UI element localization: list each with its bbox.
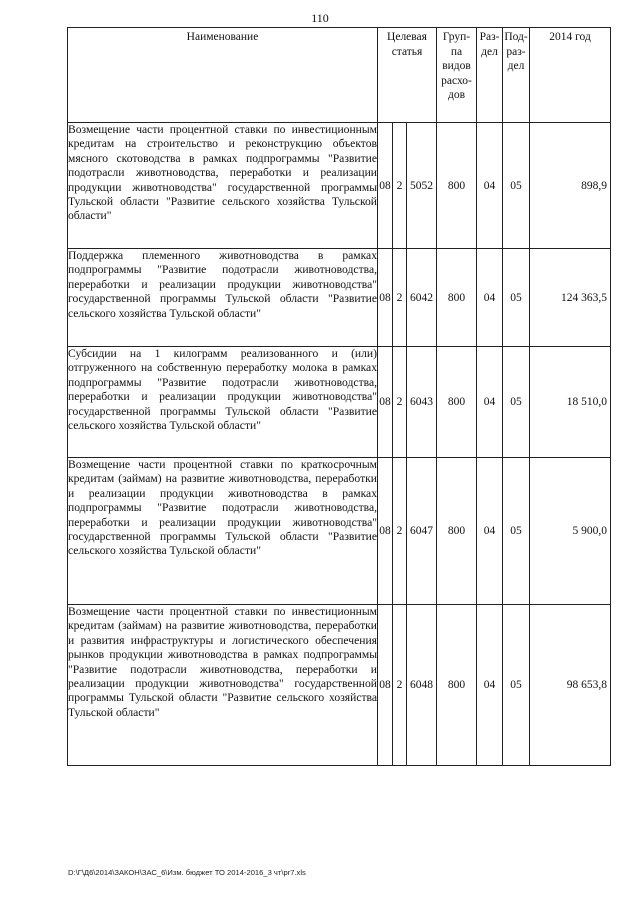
table-row	[68, 458, 611, 605]
row-name: Субсидии на 1 килограмм реализованного и (или) отгруженного на собственную переработку молока в рамках подпрограммы "Развитие подотрасли животноводства, переработки и реализации продукции животноводства" государственной программы Тульской области "Развитие сельского хозяйства Тульской области"	[68, 347, 378, 458]
row-code-item: 6047	[407, 458, 437, 605]
row-expense-group: 800	[437, 249, 477, 347]
row-section: 04	[477, 249, 503, 347]
row-code-program: 08	[378, 605, 393, 766]
row-subsection: 05	[503, 249, 530, 347]
header-target-item: Целевая статья	[378, 28, 437, 123]
row-code-subprogram: 2	[393, 123, 407, 249]
table-row	[68, 123, 611, 249]
row-subsection: 05	[503, 605, 530, 766]
row-subsection: 05	[503, 123, 530, 249]
row-subsection: 05	[503, 458, 530, 605]
row-section: 04	[477, 605, 503, 766]
row-code-subprogram: 2	[393, 605, 407, 766]
row-code-subprogram: 2	[393, 249, 407, 347]
header-name: Наименование	[68, 28, 378, 123]
row-expense-group: 800	[437, 347, 477, 458]
row-expense-group: 800	[437, 605, 477, 766]
row-code-program: 08	[378, 458, 393, 605]
header-subsection: Под- раз- дел	[503, 28, 530, 123]
row-subsection: 05	[503, 347, 530, 458]
row-expense-group: 800	[437, 458, 477, 605]
row-code-item: 5052	[407, 123, 437, 249]
row-amount: 898,9	[530, 123, 611, 249]
row-code-subprogram: 2	[393, 347, 407, 458]
table-row	[68, 249, 611, 347]
header-expense-group: Груп- па видов расхо- дов	[437, 28, 477, 123]
row-expense-group: 800	[437, 123, 477, 249]
table-row	[68, 347, 611, 458]
file-path-footer: D:\Г\Д6\2014\ЗАКОН\ЗАС_6\Изм. бюджет ТО 2014-2016_3 чт\pr7.xls	[68, 868, 306, 877]
header-year-2014: 2014 год	[530, 28, 611, 123]
row-amount: 124 363,5	[530, 249, 611, 347]
row-section: 04	[477, 347, 503, 458]
budget-table	[67, 27, 611, 766]
row-code-program: 08	[378, 123, 393, 249]
row-code-item: 6042	[407, 249, 437, 347]
row-name: Возмещение части процентной ставки по краткосрочным кредитам (займам) на развитие животноводства, переработки и реализации продукции животноводства в рамках подпрограммы "Развитие подотрасли животноводства, переработки и реализации продукции животноводства" государственной программы Тульской области "Развитие сельского хозяйства Тульской области"	[68, 458, 378, 605]
row-code-subprogram: 2	[393, 458, 407, 605]
row-code-program: 08	[378, 249, 393, 347]
row-amount: 18 510,0	[530, 347, 611, 458]
row-section: 04	[477, 458, 503, 605]
table-row	[68, 605, 611, 766]
row-name: Возмещение части процентной ставки по инвестиционным кредитам (займам) на развитие животноводства, переработки и развития инфраструктуры и логистического обеспечения рынков продукции животноводства в рамках подпрограммы "Развитие подотрасли животноводства, переработки и реализации продукции животноводства" государственной программы Тульской области "Развитие сельского хозяйства Тульской области"	[68, 605, 378, 766]
row-amount: 98 653,8	[530, 605, 611, 766]
row-name: Поддержка племенного животноводства в рамках подпрограммы "Развитие подотрасли животноводства, переработки и реализации продукции животноводства" государственной программы Тульской области "Развитие сельского хозяйства Тульской области"	[68, 249, 378, 347]
row-code-program: 08	[378, 347, 393, 458]
page-number: 110	[311, 11, 329, 25]
row-code-item: 6043	[407, 347, 437, 458]
row-section: 04	[477, 123, 503, 249]
table-header-row	[68, 28, 611, 123]
row-amount: 5 900,0	[530, 458, 611, 605]
header-section: Раз- дел	[477, 28, 503, 123]
row-code-item: 6048	[407, 605, 437, 766]
row-name: Возмещение части процентной ставки по инвестиционным кредитам на строительство и реконструкцию объектов мясного скотоводства в рамках подпрограммы "Развитие подотрасли животноводства, переработки и реализации продукции животноводства" государственной программы Тульской области "Развитие сельского хозяйства Тульской области"	[68, 123, 378, 249]
